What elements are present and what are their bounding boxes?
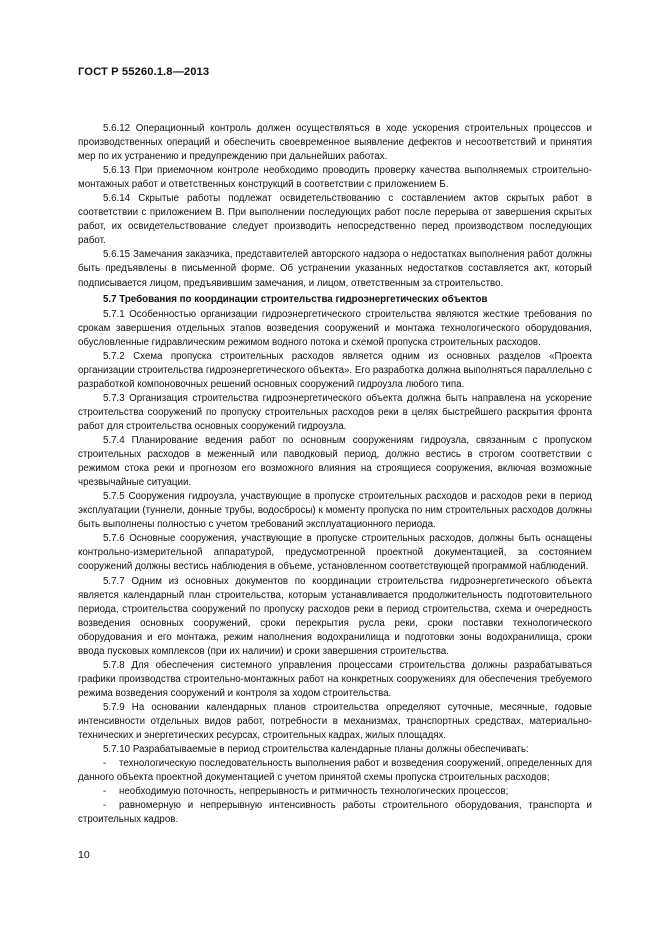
paragraph-5-7-5: 5.7.5 Сооружения гидроузла, участвующие в пропуске строительных расходов и расходов реки в период эксплуатации (туннели, донные трубы, водосбросы) к моменту пропуска по ним строительных расходов должны быть выполнены полностью с учетом требований эксплуатационного периода. [78,491,592,531]
list-item [78,785,592,799]
document-body [78,122,592,827]
paragraph-5-7-8: 5.7.8 Для обеспечения системного управления процессами строительства должны разрабатываться графики производства строительно-монтажных работ на конкретных сооружениях для обеспечения требуемого режима возведения сооружений и контроля за ходом строительства. [78,659,592,699]
list-item [78,799,592,827]
paragraph-5-7-3: 5.7.3 Организация строительства гидроэнергетического объекта должна быть направлена на ускорение строительства сооружений по пропуску строительных расходов реки в целях быстрейшего раскрытия фронта работ для строительства основных сооружений гидроузла. [78,392,592,432]
paragraph-5-7-1: 5.7.1 Особенностью организации гидроэнергетического строительства являются жесткие требования по срокам завершения отдельных этапов возведения сооружений и монтажа технологического оборудования, обусловленные гидравлическим режимом водного потока и схемой пропуска строительных расходов. [78,308,592,348]
page-number: 10 [78,849,90,861]
paragraph-5-7-7: 5.7.7 Одним из основных документов по координации строительства гидроэнергетического объекта является календарный план строительства, которым устанавливается продолжительность подготовительного периода, строительства сооружений по пропуску расходов реки в период строительства, схема и очередность возведения основных сооружений, сроки перекрытия русла реки, сроки поставки технологического оборудования и его монтажа, режим наполнения водохранилища и подготовки зоны водохранилища, сроки ввода пусковых комплексов (при их наличии) и сроки завершения строительства. [78,575,592,657]
list-dash: - [103,758,107,770]
paragraph-5-7-9: 5.7.9 На основании календарных планов строительства определяют суточные, месячные, годовые интенсивности отдельных видов работ, потребности в механизмах, транспортных средствах, материально-технических и энергетических ресурсах, строительных кадрах, жилых площадях. [78,701,592,742]
list-item-text: необходимую поточность, непрерывность и ритмичность технологических процессов; [119,786,509,798]
list-item-text: равномерную и непрерывную интенсивность работы строительного оборудования, транспорта и строительных кадров. [78,800,592,826]
paragraph-5-7-2: 5.7.2 Схема пропуска строительных расходов является одним из основных разделов «Проекта организации строительства гидроэнергетического объекта». Его разработка должна выполняться параллельно с разработкой компоновочных решений основных сооружений гидроузла любого типа. [78,350,592,390]
paragraph-5-6-15: 5.6.15 Замечания заказчика, представителей авторского надзора о недостатках выполнения работ должны быть предъявлены в письменной форме. Об устранении указанных недостатков составляется акт, который подписывается лицом, предъявившим замечания, и лицом, ответственным за строительство. [78,249,592,289]
list-dash: - [103,786,107,798]
paragraph-5-7-4: 5.7.4 Планирование ведения работ по основным сооружениям гидроузла, связанным с пропуском строительных расходов в меженный или паводковый период, должно вестись в строгом соответствии с режимом стока реки и прогнозом его возможного влияния на строящиеся сооружения, включая возможные чрезвычайные ситуации. [78,435,592,489]
list-item [78,757,592,785]
list-item-text: технологическую последовательность выполнения работ и возведения сооружений, определенных для данного объекта проектной документацией с учетом принятой схемы пропуска строительных расходов; [78,758,592,784]
list-dash: - [103,800,107,812]
paragraph-5-7-10: 5.7.10 Разрабатываемые в период строительства календарные планы должны обеспечивать: [103,744,529,756]
section-heading-5-7: 5.7 Требования по координации строительства гидроэнергетических объектов [103,293,488,305]
paragraph-5-6-14: 5.6.14 Скрытые работы подлежат освидетельствованию с составлением актов скрытых работ в соответствии с приложением В. При выполнении последующих работ после перерыва от завершения скрытых работ, их освидетельствование следует производить непосредственно перед производством последующих работ. [78,193,592,247]
paragraph-5-7-6: 5.7.6 Основные сооружения, участвующие в пропуске строительных расходов, должны быть оснащены контрольно-измерительной аппаратурой, предусмотренной проектной документацией, за состоянием сооружений должны вестись наблюдения в объеме, установленном соответствующей программой наблюдений. [78,533,592,573]
document-header: ГОСТ Р 55260.1.8—2013 [78,66,210,78]
paragraph-5-6-13: 5.6.13 При приемочном контроле необходимо проводить проверку качества выполняемых строительно-монтажных работ и ответственных конструкций в соответствии с приложением Б. [78,165,592,191]
paragraph-5-6-12: 5.6.12 Операционный контроль должен осуществляться в ходе ускорения строительных процессов и производственных операций и обеспечить своевременное выявление дефектов и несоответствий и принятия мер по их устранению и предупреждению при дальнейших работах. [78,123,592,163]
